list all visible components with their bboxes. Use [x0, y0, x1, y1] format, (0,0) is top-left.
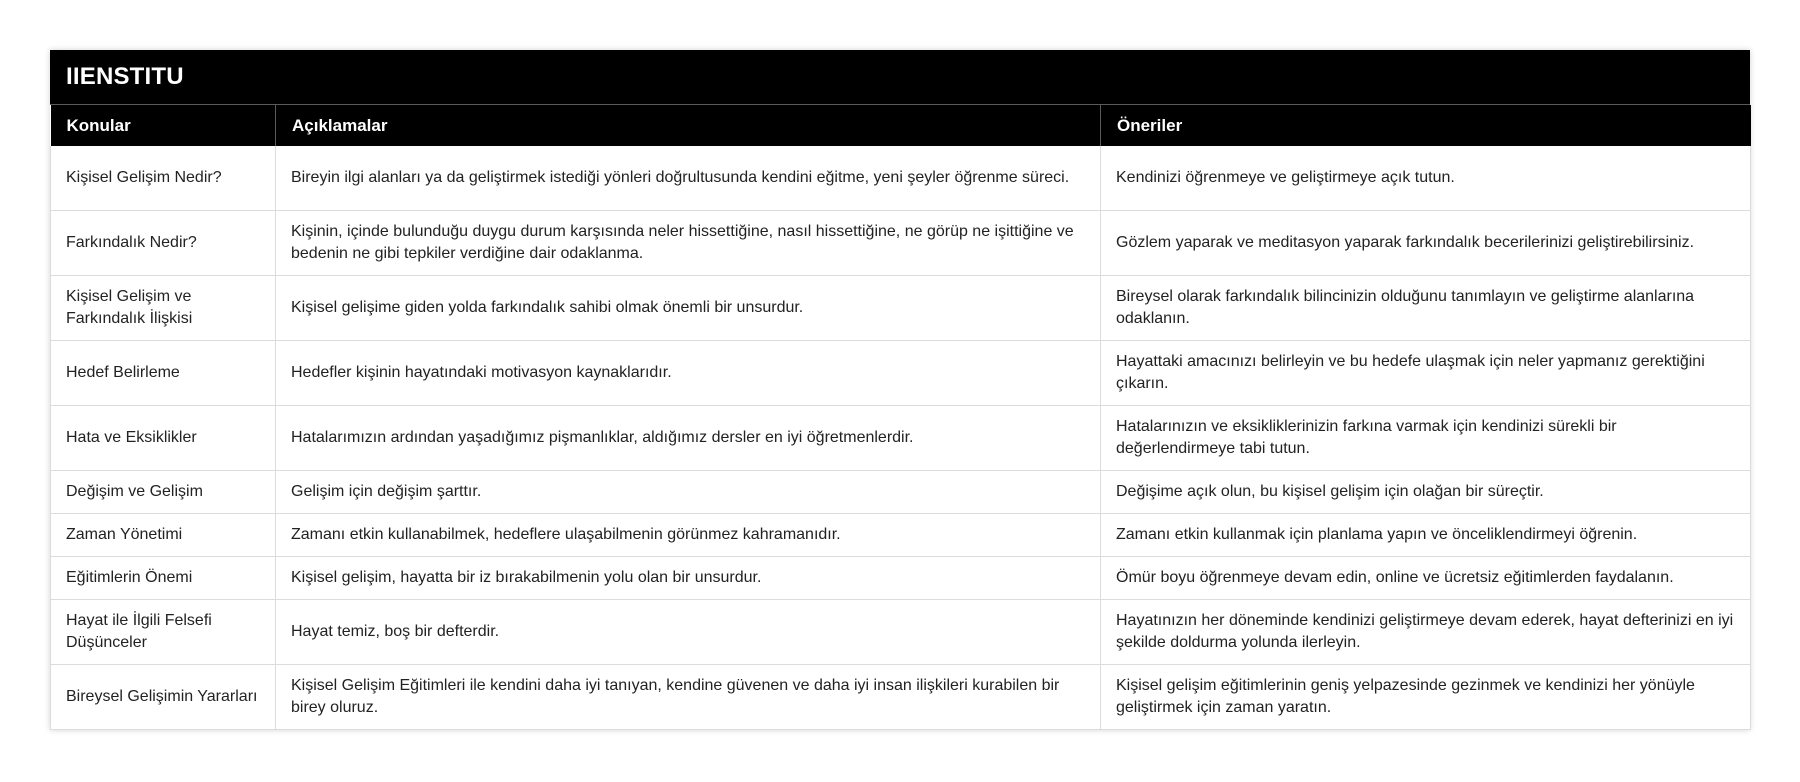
column-header-topics: Konular	[51, 105, 276, 146]
description-cell: Kişisel gelişim, hayatta bir iz bırakabilmenin yolu olan bir unsurdur.	[276, 557, 1101, 600]
description-cell: Hatalarımızın ardından yaşadığımız pişmanlıklar, aldığımız dersler en iyi öğretmenlerdir.	[276, 406, 1101, 471]
table-row	[51, 146, 1751, 211]
suggestion-cell: Kendinizi öğrenmeye ve geliştirmeye açık tutun.	[1101, 146, 1751, 211]
table-row	[51, 276, 1751, 341]
topic-cell: Zaman Yönetimi	[51, 514, 276, 557]
table-title: IIENSTITU	[50, 50, 1750, 105]
suggestion-cell: Hayatınızın her döneminde kendinizi geliştirmeye devam ederek, hayat defterinizi en iyi şekilde doldurma yolunda ilerleyin.	[1101, 600, 1751, 665]
suggestion-cell: Ömür boyu öğrenmeye devam edin, online ve ücretsiz eğitimlerden faydalanın.	[1101, 557, 1751, 600]
suggestion-cell: Hayattaki amacınızı belirleyin ve bu hedefe ulaşmak için neler yapmanız gerektiğini çıkarın.	[1101, 341, 1751, 406]
suggestion-cell: Değişime açık olun, bu kişisel gelişim için olağan bir süreçtir.	[1101, 471, 1751, 514]
topic-cell: Hedef Belirleme	[51, 341, 276, 406]
suggestion-cell: Zamanı etkin kullanmak için planlama yapın ve önceliklendirmeyi öğrenin.	[1101, 514, 1751, 557]
table-row	[51, 406, 1751, 471]
column-header-suggestions: Öneriler	[1101, 105, 1751, 146]
topic-cell: Kişisel Gelişim Nedir?	[51, 146, 276, 211]
table-card	[50, 50, 1750, 730]
data-table	[50, 105, 1751, 730]
description-cell: Gelişim için değişim şarttır.	[276, 471, 1101, 514]
header-row	[51, 105, 1751, 146]
topic-cell: Farkındalık Nedir?	[51, 211, 276, 276]
topic-cell: Bireysel Gelişimin Yararları	[51, 665, 276, 730]
topic-cell: Eğitimlerin Önemi	[51, 557, 276, 600]
description-cell: Zamanı etkin kullanabilmek, hedeflere ulaşabilmenin görünmez kahramanıdır.	[276, 514, 1101, 557]
table-row	[51, 665, 1751, 730]
suggestion-cell: Kişisel gelişim eğitimlerinin geniş yelpazesinde gezinmek ve kendinizi her yönüyle geliştirmek için zaman yaratın.	[1101, 665, 1751, 730]
description-cell: Hedefler kişinin hayatındaki motivasyon kaynaklarıdır.	[276, 341, 1101, 406]
column-header-descriptions: Açıklamalar	[276, 105, 1101, 146]
table-row	[51, 557, 1751, 600]
suggestion-cell: Hatalarınızın ve eksikliklerinizin farkına varmak için kendinizi sürekli bir değerlendirmeye tabi tutun.	[1101, 406, 1751, 471]
topic-cell: Hayat ile İlgili Felsefi Düşünceler	[51, 600, 276, 665]
description-cell: Kişinin, içinde bulunduğu duygu durum karşısında neler hissettiğine, nasıl hissettiğine, ne görüp ne işittiğine ve bedenin ne gibi tepkiler verdiğine dair odaklanma.	[276, 211, 1101, 276]
topic-cell: Değişim ve Gelişim	[51, 471, 276, 514]
description-cell: Hayat temiz, boş bir defterdir.	[276, 600, 1101, 665]
table-row	[51, 514, 1751, 557]
topic-cell: Hata ve Eksiklikler	[51, 406, 276, 471]
topic-cell: Kişisel Gelişim ve Farkındalık İlişkisi	[51, 276, 276, 341]
table-row	[51, 211, 1751, 276]
description-cell: Kişisel gelişime giden yolda farkındalık sahibi olmak önemli bir unsurdur.	[276, 276, 1101, 341]
table-row	[51, 341, 1751, 406]
suggestion-cell: Bireysel olarak farkındalık bilincinizin olduğunu tanımlayın ve geliştirme alanlarına odaklanın.	[1101, 276, 1751, 341]
description-cell: Kişisel Gelişim Eğitimleri ile kendini daha iyi tanıyan, kendine güvenen ve daha iyi insan ilişkileri kurabilen bir birey oluruz.	[276, 665, 1101, 730]
table-row	[51, 600, 1751, 665]
table-row	[51, 471, 1751, 514]
suggestion-cell: Gözlem yaparak ve meditasyon yaparak farkındalık becerilerinizi geliştirebilirsiniz.	[1101, 211, 1751, 276]
description-cell: Bireyin ilgi alanları ya da geliştirmek istediği yönleri doğrultusunda kendini eğitme, yeni şeyler öğrenme süreci.	[276, 146, 1101, 211]
